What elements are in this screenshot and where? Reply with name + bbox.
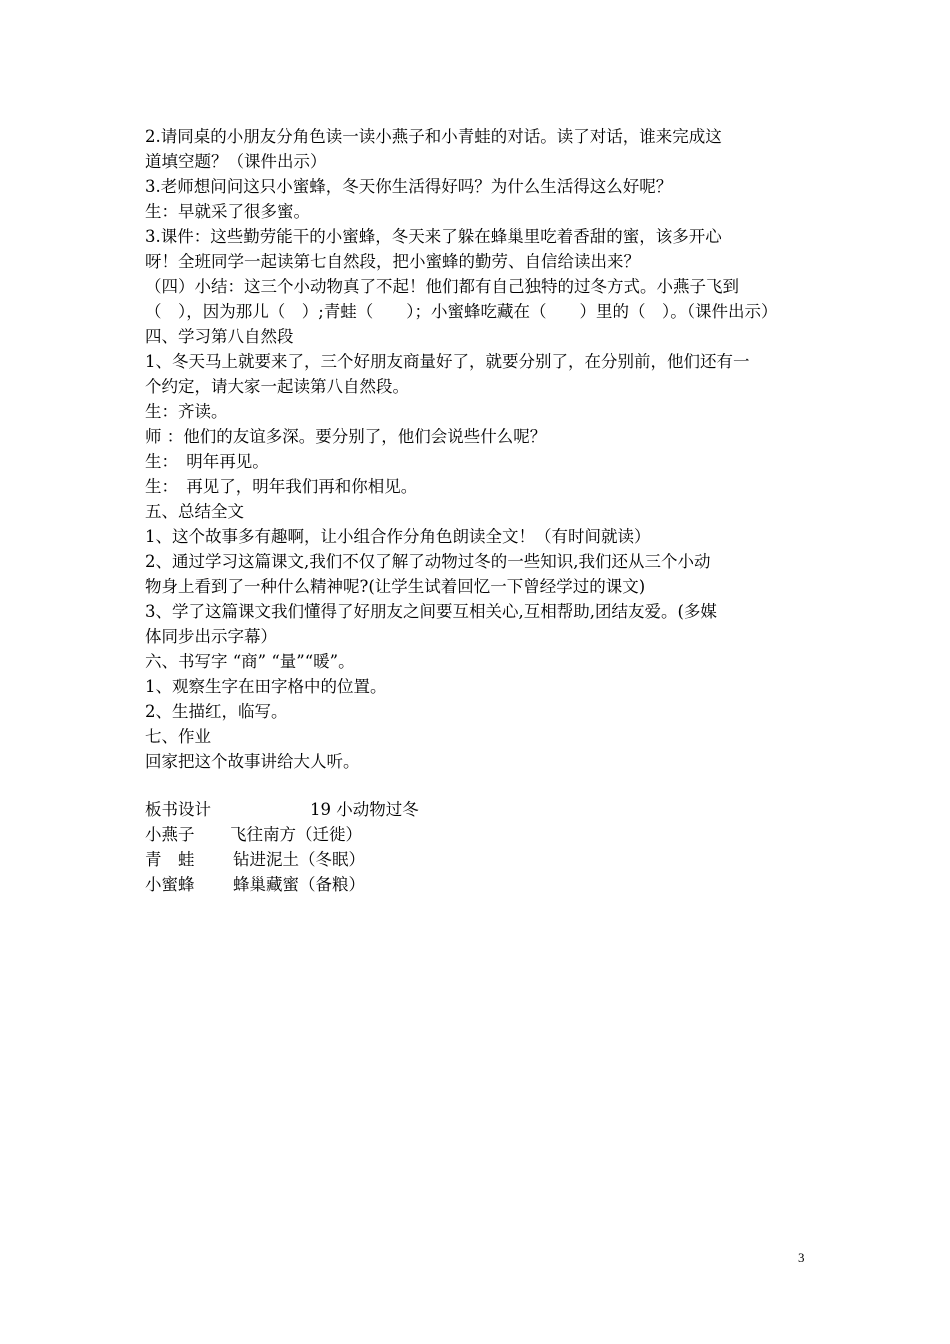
board-action: 飞往南方（迁徙） [230,825,362,844]
board-row [145,822,645,847]
board-action: 蜂巢藏蜜（备粮） [233,875,365,894]
blackboard-design [145,797,645,897]
board-row [145,872,645,897]
text-line: 回家把这个故事讲给大人听。 [145,752,360,771]
text-line: 生： 再见了，明年我们再和你相见。 [145,477,418,496]
lesson-plan-text [145,124,810,774]
page-number: 3 [798,1250,805,1265]
board-animal: 小蜜蜂 [145,875,195,894]
board-heading [145,797,645,822]
text-line: 物身上看到了一种什么精神呢?(让学生试着回忆一下曾经学过的课文) [145,577,646,596]
section-heading: 五、总结全文 [145,502,244,521]
text-line: 道填空题？（课件出示） [145,152,327,171]
text-line: 1、观察生字在田字格中的位置。 [145,677,387,696]
text-line: （ ），因为那儿（ ）;青蛙（ ）；小蜜蜂吃藏在（ ）里的（ ）。（课件出示） [145,302,778,321]
text-line: 1、冬天马上就要来了，三个好朋友商量好了，就要分别了，在分别前，他们还有一 [145,352,750,371]
board-heading-title: 19 小动物过冬 [310,800,419,819]
text-line: 生：齐读。 [145,402,228,421]
text-line: 2、通过学习这篇课文,我们不仅了解了动物过冬的一些知识,我们还从三个小动 [145,552,711,571]
text-line: （四）小结：这三个小动物真了不起！他们都有自己独特的过冬方式。小燕子飞到 [145,277,739,296]
board-action: 钻进泥土（冬眠） [233,850,365,869]
board-heading-label: 板书设计 [145,800,211,819]
text-line: 体同步出示字幕） [145,627,277,646]
text-line: 师 ：他们的友谊多深。要分别了，他们会说些什么呢？ [145,427,547,446]
board-animal: 小燕子 [145,825,195,844]
text-line: 2.请同桌的小朋友分角色读一读小燕子和小青蛙的对话。读了对话，谁来完成这 [145,127,722,146]
text-line: 呀！全班同学一起读第七自然段，把小蜜蜂的勤劳、自信给读出来？ [145,252,640,271]
section-heading: 四、学习第八自然段 [145,327,294,346]
text-line: 2、生描红，临写。 [145,702,288,721]
text-line: 个约定，请大家一起读第八自然段。 [145,377,409,396]
board-animal: 青 蛙 [145,850,195,869]
text-line: 生： 明年再见。 [145,452,269,471]
text-line: 3.课件：这些勤劳能干的小蜜蜂，冬天来了躲在蜂巢里吃着香甜的蜜，该多开心 [145,227,722,246]
section-heading: 七、作业 [145,727,211,746]
section-heading: 六、书写字 “商” “量”“暖”。 [145,652,355,671]
text-line: 生：早就采了很多蜜。 [145,202,310,221]
text-line: 3.老师想问问这只小蜜蜂，冬天你生活得好吗？为什么生活得这么好呢？ [145,177,673,196]
text-line: 3、学了这篇课文我们懂得了好朋友之间要互相关心,互相帮助,团结友爱。(多媒 [145,602,717,621]
board-row [145,847,645,872]
text-line: 1、这个故事多有趣啊，让小组合作分角色朗读全文！（有时间就读） [145,527,651,546]
